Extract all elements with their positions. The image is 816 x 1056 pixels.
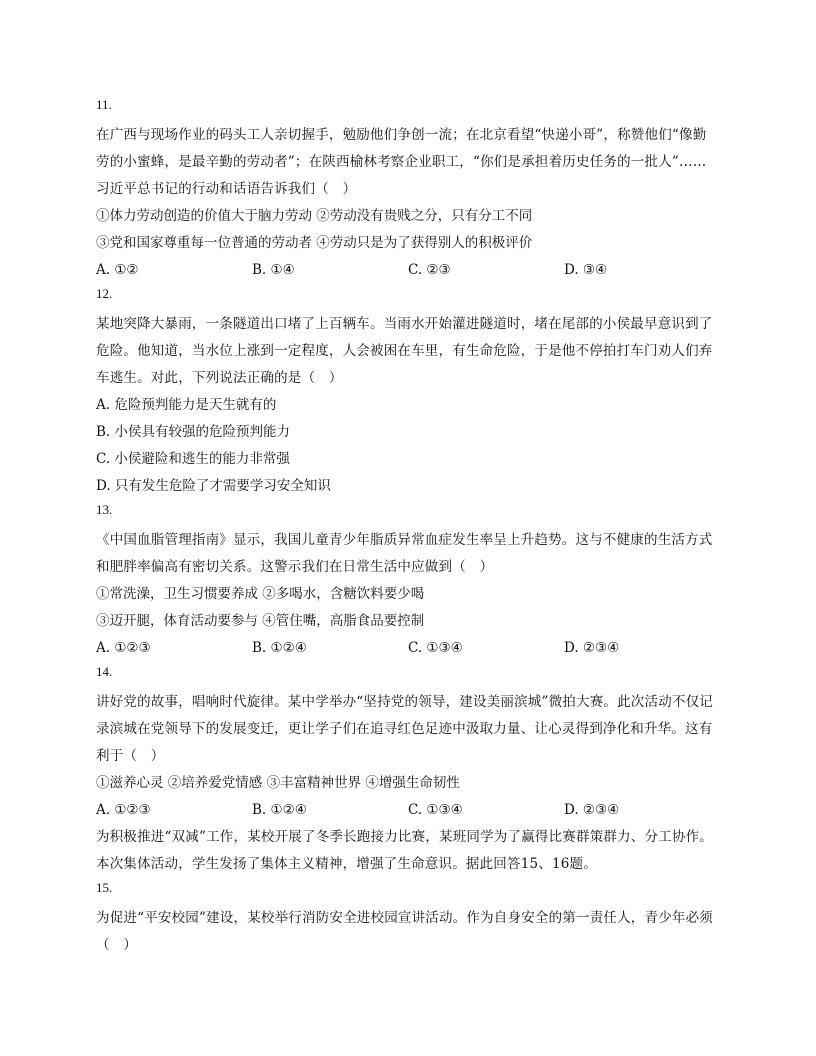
question-12 xyxy=(96,284,720,500)
option-c[interactable]: C. 小侯避险和逃生的能力非常强 xyxy=(96,451,290,467)
answer-options xyxy=(96,257,720,284)
question-13 xyxy=(96,500,720,662)
question-stem: 为促进“平安校园”建设，某校举行消防安全进校园宣讲活动。作为自身安全的第一责任人，青少年必须（ ） xyxy=(96,910,714,953)
option-a[interactable]: A. 危险预判能力是天生就有的 xyxy=(96,397,277,413)
statement-line: ①滋养心灵 ②培养爱党情感 ③丰富精神世界 ④增强生命韧性 xyxy=(96,775,460,791)
question-number: 11. xyxy=(96,97,112,112)
question-stem: 某地突降大暴雨，一条隧道出口堵了上百辆车。当雨水开始灌进隧道时，堵在尾部的小侯最早意识到了危险。他知道，当水位上涨到一定程度，人会被困在车里，有生命危险，于是他不停拍打车门劝人们弃车逃生。对此，下列说法正确的是（ ） xyxy=(96,316,713,386)
option-b[interactable]: B. ①②④ xyxy=(252,802,307,818)
question-15 xyxy=(96,878,720,959)
answer-options xyxy=(96,635,720,662)
statement-line: ①常洗澡，卫生习惯要养成 ②多喝水，含糖饮料要少喝 xyxy=(96,586,425,602)
question-stem: 《中国血脂管理指南》显示，我国儿童青少年脂质异常血症发生率呈上升趋势。这与不健康的生活方式和肥胖率偏高有密切关系。这警示我们在日常生活中应做到（ ） xyxy=(96,532,713,575)
option-d[interactable]: D. ②③④ xyxy=(564,802,620,818)
shared-intro-15-16: 为积极推进“双减”工作，某校开展了冬季长跑接力比赛，某班同学为了赢得比赛群策群力、分工协作。本次集体活动，学生发扬了集体主义精神，增强了生命意识。据此回答15、16题。 xyxy=(96,829,714,872)
question-stem: 在广西与现场作业的码头工人亲切握手，勉励他们争创一流；在北京看望“快递小哥”，称赞他们“像勤劳的小蜜蜂，是最辛勤的劳动者”；在陕西榆林考察企业职工，“你们是承担着历史任务的一批人”……习近平总书记的行动和话语告诉我们（ ） xyxy=(96,127,707,197)
option-a[interactable]: A. ①②③ xyxy=(96,640,151,656)
option-c[interactable]: C. ①③④ xyxy=(408,640,463,656)
option-c[interactable]: C. ②③ xyxy=(408,262,451,278)
option-a[interactable]: A. ①② xyxy=(96,262,139,278)
statement-line: ③党和国家尊重每一位普通的劳动者 ④劳动只是为了获得别人的积极评价 xyxy=(96,235,533,251)
question-number: 14. xyxy=(96,664,113,679)
statement-line: ③迈开腿，体育活动要参与 ④管住嘴，高脂食品要控制 xyxy=(96,613,425,629)
option-b[interactable]: B. 小侯具有较强的危险预判能力 xyxy=(96,424,291,440)
question-14 xyxy=(96,662,720,824)
option-d[interactable]: D. ③④ xyxy=(564,262,608,278)
question-number: 12. xyxy=(96,286,113,301)
question-11 xyxy=(96,95,720,284)
option-d[interactable]: D. 只有发生危险了才需要学习安全知识 xyxy=(96,478,331,494)
option-d[interactable]: D. ②③④ xyxy=(564,640,620,656)
exam-page xyxy=(96,95,720,959)
option-c[interactable]: C. ①③④ xyxy=(408,802,463,818)
option-b[interactable]: B. ①②④ xyxy=(252,640,307,656)
option-b[interactable]: B. ①④ xyxy=(252,262,295,278)
answer-options xyxy=(96,797,720,824)
question-stem: 讲好党的故事，唱响时代旋律。某中学举办“坚持党的领导，建设美丽滨城”微拍大赛。此次活动不仅记录滨城在党领导下的发展变迁，更让学子们在追寻红色足迹中汲取力量、让心灵得到净化和升华。这有利于（ ） xyxy=(96,694,714,764)
statement-line: ①体力劳动创造的价值大于脑力劳动 ②劳动没有贵贱之分，只有分工不同 xyxy=(96,208,533,224)
question-number: 13. xyxy=(96,502,113,517)
question-number: 15. xyxy=(96,880,113,895)
option-a[interactable]: A. ①②③ xyxy=(96,802,151,818)
